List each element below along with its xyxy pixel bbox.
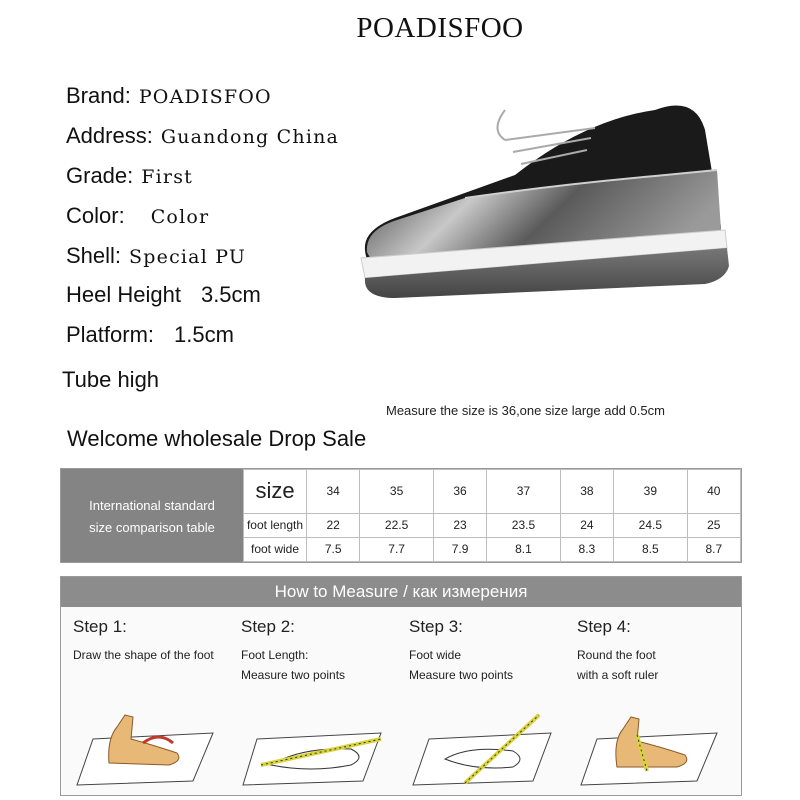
table-cell: 24 [560, 513, 613, 537]
table-cell: 8.1 [487, 537, 561, 561]
how-to-measure-header: How to Measure / как измерения [61, 577, 741, 607]
table-cell: 40 [687, 470, 740, 514]
table-cell: 37 [487, 470, 561, 514]
spec-key: Color: [66, 203, 125, 228]
spec-value: Color [150, 206, 210, 228]
step-1 [73, 617, 241, 787]
table-cell: 22 [307, 513, 360, 537]
measure-note: Measure the size is 36,one size large add 0.5cm [386, 403, 665, 418]
spec-grade [66, 163, 193, 189]
spec-tube-high [62, 367, 179, 393]
step-title: Step 1: [73, 617, 127, 636]
size-comparison-table [60, 468, 742, 563]
spec-key: Grade: [66, 163, 134, 188]
spec-key: Heel Height [66, 282, 181, 307]
welcome-heading: Welcome wholesale Drop Sale [67, 426, 367, 451]
table-cell: 34 [307, 470, 360, 514]
table-row [244, 513, 741, 537]
caption-line: size comparison table [89, 520, 215, 535]
row-header: size [244, 470, 307, 514]
spec-value: POADISFOO [138, 86, 272, 108]
spec-key: Platform: [66, 322, 155, 347]
spec-key: Shell: [66, 243, 122, 268]
step-desc: Measure two points [241, 668, 346, 682]
table-cell: 25 [687, 513, 740, 537]
table-cell: 8.7 [687, 537, 740, 561]
table-cell: 35 [360, 470, 434, 514]
table-row [244, 537, 741, 561]
table-cell: 23 [433, 513, 486, 537]
step-desc: Measure two points [409, 668, 514, 682]
spec-heel-height [66, 282, 261, 308]
step-title: Step 4: [577, 617, 631, 636]
size-grid [243, 469, 741, 562]
spec-platform [66, 322, 234, 348]
spec-value: Guandong China [160, 126, 340, 148]
spec-address [66, 123, 339, 149]
step-title: Step 2: [241, 617, 295, 636]
step-2 [241, 617, 409, 787]
spec-value: First [141, 166, 193, 188]
table-cell: 7.7 [360, 537, 434, 561]
spec-value: 3.5cm [200, 282, 261, 307]
step-desc: with a soft ruler [577, 668, 659, 682]
foot-length-illustration [241, 709, 401, 789]
spec-key: Address: [66, 123, 153, 148]
foot-outline-illustration [73, 709, 233, 789]
step-desc: Round the foot [577, 648, 656, 662]
table-cell: 22.5 [360, 513, 434, 537]
spec-key: Brand: [66, 83, 131, 108]
table-cell: 38 [560, 470, 613, 514]
how-to-measure-panel [60, 576, 742, 796]
table-cell: 7.5 [307, 537, 360, 561]
step-desc: Draw the shape of the foot [73, 648, 214, 662]
caption-line: International standard [89, 498, 215, 513]
foot-circumference-illustration [577, 709, 737, 789]
shoe-photo [355, 80, 755, 310]
table-cell: 39 [614, 470, 688, 514]
table-cell: 36 [433, 470, 486, 514]
row-header: foot wide [244, 537, 307, 561]
step-desc: Foot Length: [241, 648, 309, 662]
table-row [244, 470, 741, 514]
table-cell: 24.5 [614, 513, 688, 537]
brand-title: POADISFOO [356, 12, 524, 44]
spec-key: Tube high [62, 367, 160, 392]
table-cell: 8.3 [560, 537, 613, 561]
foot-width-illustration [409, 709, 569, 789]
spec-color [66, 203, 209, 229]
spec-value: 1.5cm [174, 322, 234, 347]
table-cell: 7.9 [433, 537, 486, 561]
step-desc: Foot wide [409, 648, 462, 662]
spec-brand [66, 83, 272, 109]
size-table-caption [61, 469, 243, 562]
spec-value: Special PU [129, 246, 247, 268]
row-header: foot length [244, 513, 307, 537]
step-title: Step 3: [409, 617, 463, 636]
step-4 [577, 617, 745, 787]
spec-shell [66, 243, 246, 269]
step-3 [409, 617, 577, 787]
table-cell: 8.5 [614, 537, 688, 561]
table-cell: 23.5 [487, 513, 561, 537]
